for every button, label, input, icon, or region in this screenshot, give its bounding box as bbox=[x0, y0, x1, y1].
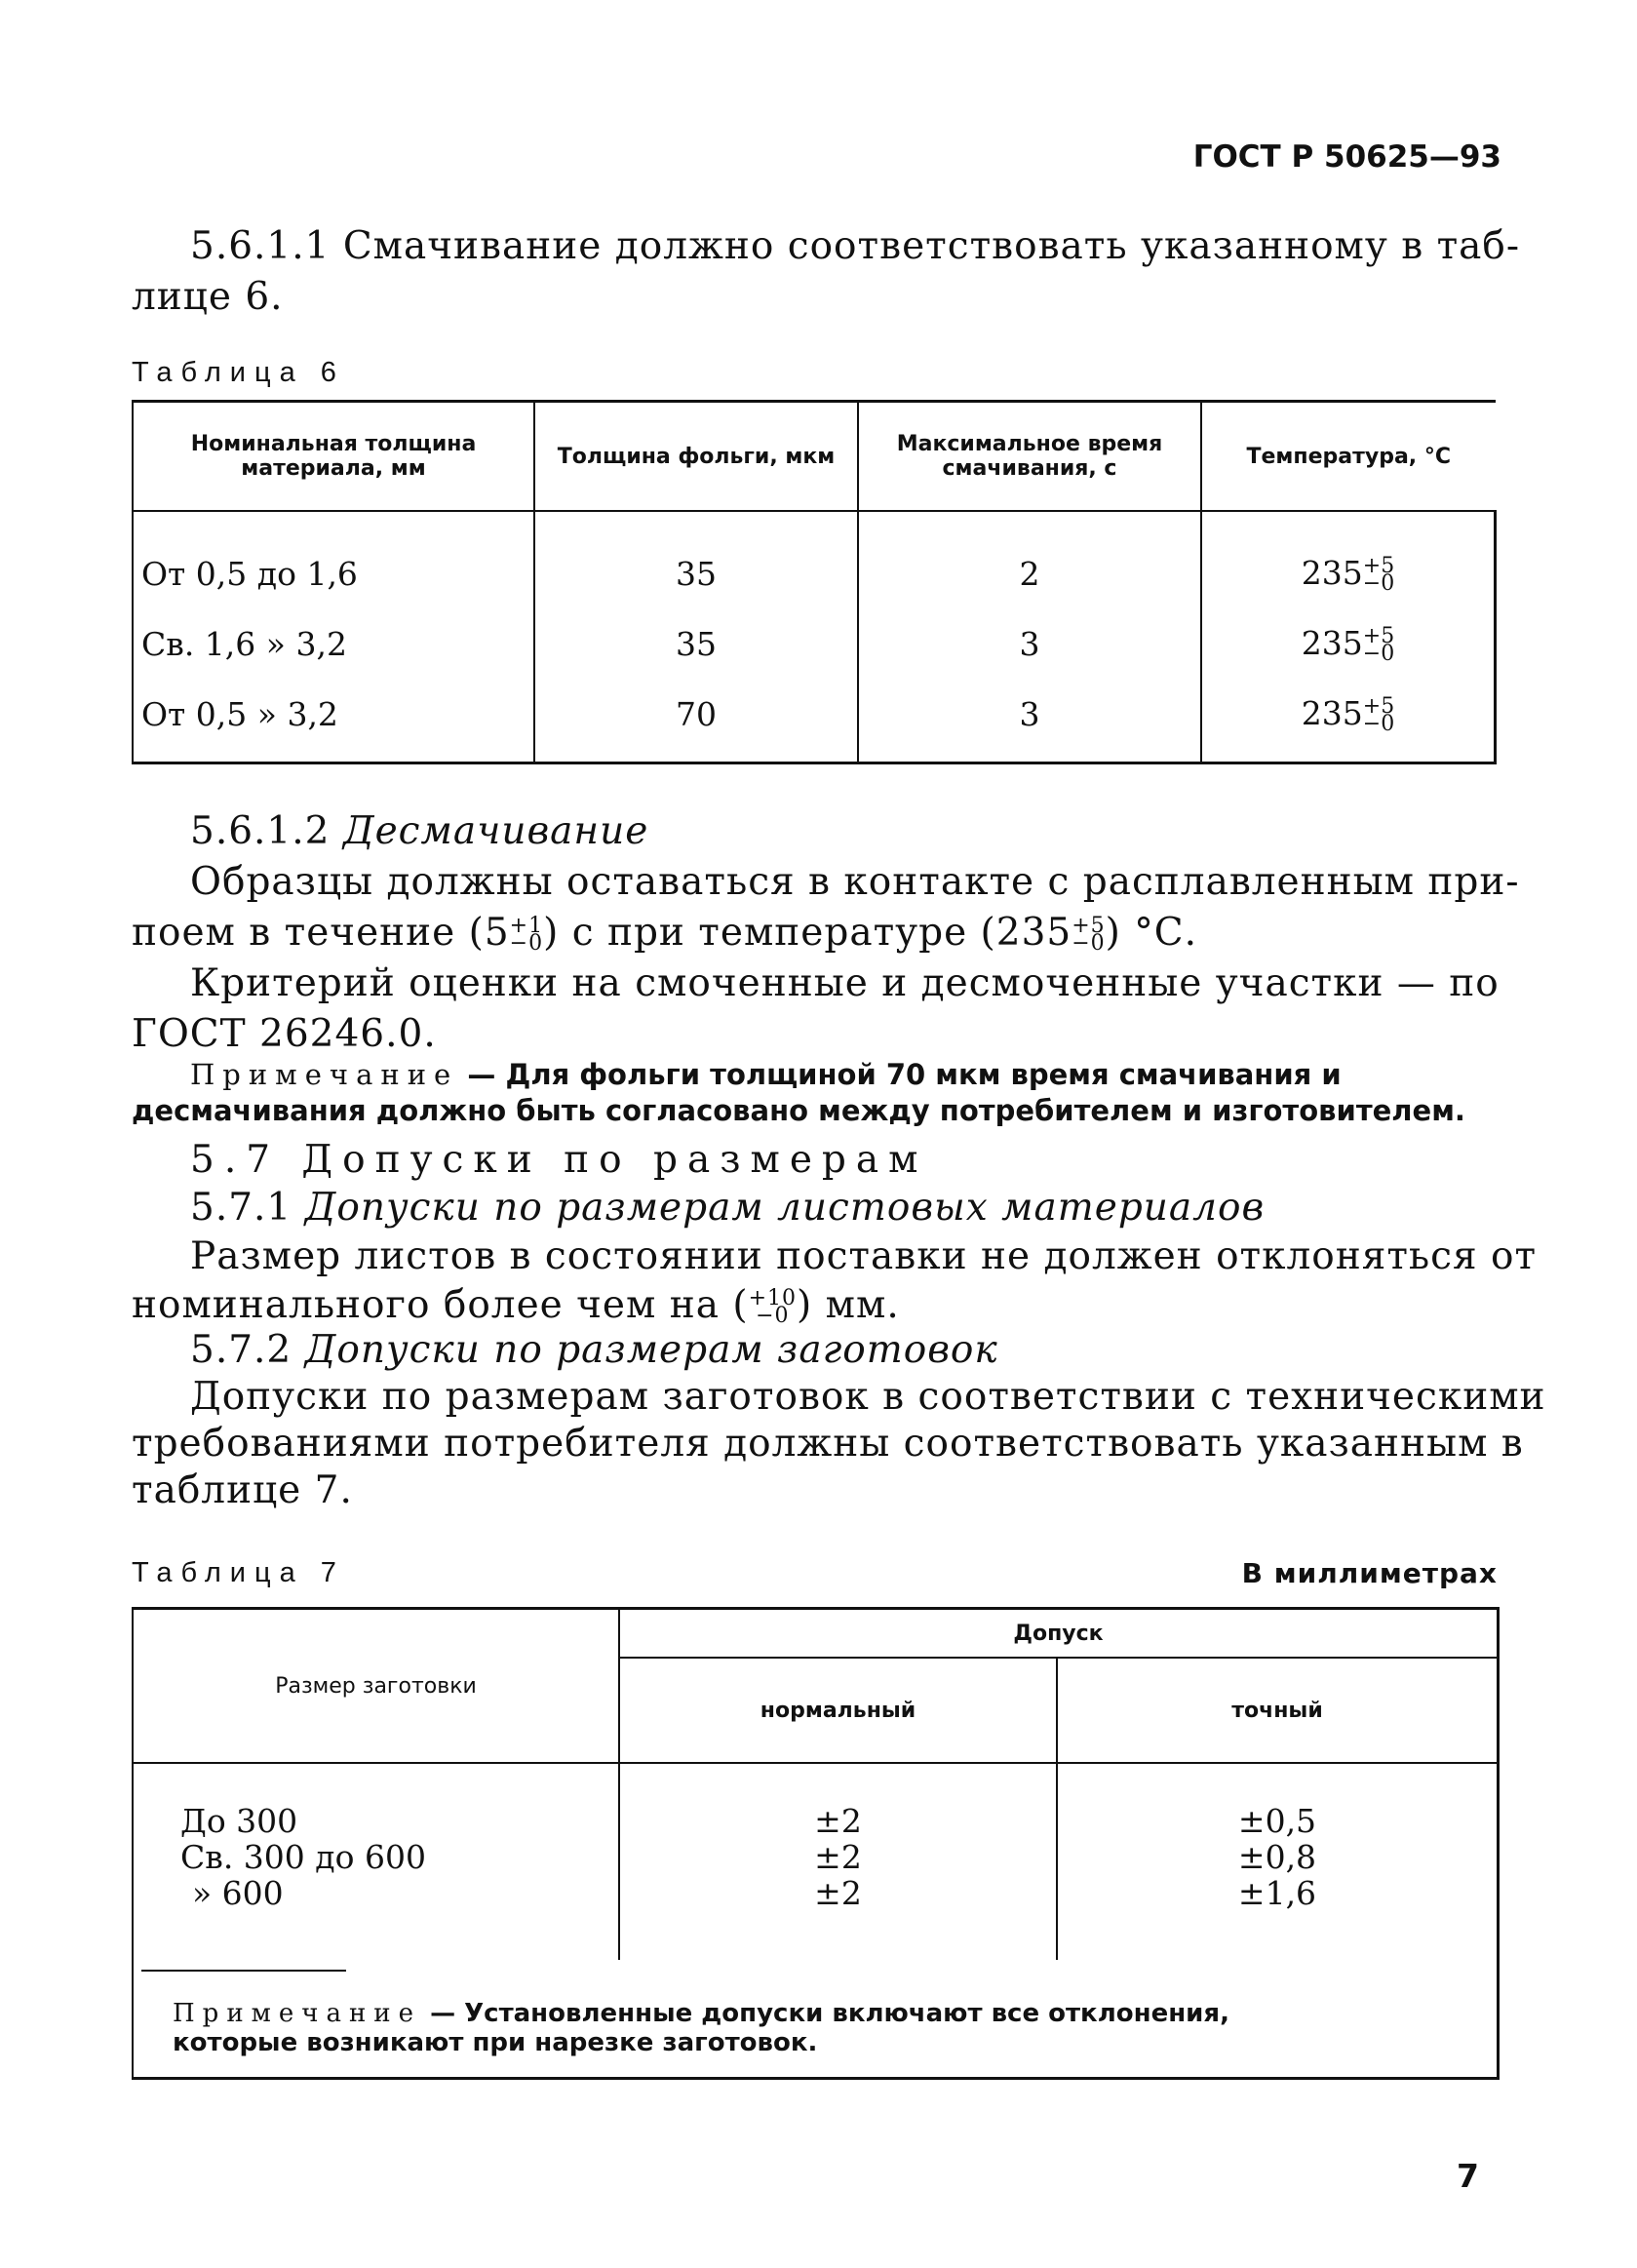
paragraph-5-6-1-2-line2 bbox=[132, 909, 1197, 958]
note-label: Примечание bbox=[173, 1999, 421, 2028]
table-row bbox=[133, 608, 1496, 679]
section-5-7-2-heading bbox=[190, 1326, 998, 1375]
section-title: Допуски по размерам листовых материалов bbox=[304, 1186, 1266, 1230]
tol-upper: +10 bbox=[748, 1286, 798, 1310]
tol-lower: −0 bbox=[1362, 642, 1395, 666]
table6-header-thickness: Номинальная толщина материала, мм bbox=[133, 402, 534, 512]
tol-lower: −0 bbox=[509, 931, 544, 956]
note-line1 bbox=[173, 1999, 1467, 2028]
temp-tolerance bbox=[1362, 694, 1395, 736]
table6-header-foil: Толщина фольги, мкм bbox=[534, 402, 858, 512]
precise-value: ±1,6 bbox=[1237, 1874, 1317, 1912]
section-5-7-heading: 5.7 Допуски по размерам bbox=[190, 1138, 928, 1182]
cell-time: 2 bbox=[858, 511, 1201, 608]
table-7 bbox=[132, 1607, 1500, 2080]
paragraph-5-6-1-2-line3: Критерий оценки на смоченные и десмоченные участки — по bbox=[190, 961, 1500, 1005]
tol-lower: −0 bbox=[1072, 931, 1106, 956]
text-segment: поем в течение (5 bbox=[132, 911, 510, 955]
size-value: » 600 bbox=[192, 1874, 284, 1912]
precise-value: ±0,5 bbox=[1237, 1802, 1317, 1840]
table7-note-row bbox=[133, 1960, 1499, 2079]
cell-thickness: Св. 1,6 » 3,2 bbox=[133, 608, 534, 679]
cell-thickness: От 0,5 » 3,2 bbox=[133, 679, 534, 763]
tol-upper: +5 bbox=[1362, 694, 1395, 719]
section-5-6-1-2-heading bbox=[190, 807, 648, 856]
paragraph-5-7-1-line1: Размер листов в состоянии поставки не должен отклоняться от bbox=[190, 1234, 1538, 1278]
cell-time: 3 bbox=[858, 608, 1201, 679]
paragraph-5-6-1-1-line1: 5.6.1.1 Смачивание должно соответствовать указанному в таб- bbox=[190, 224, 1521, 268]
table-header-row bbox=[133, 1609, 1499, 1659]
tol-upper: +1 bbox=[509, 914, 544, 938]
table-row bbox=[133, 511, 1496, 608]
section-number: 5.6.1.2 bbox=[190, 809, 331, 853]
table7-header-normal: нормальный bbox=[619, 1658, 1057, 1763]
tol-upper: +5 bbox=[1362, 624, 1395, 648]
temp-base: 235 bbox=[1301, 694, 1363, 732]
cell-thickness: От 0,5 до 1,6 bbox=[133, 511, 534, 608]
text-segment: ) °С. bbox=[1105, 911, 1197, 955]
temp-tolerance bbox=[1072, 914, 1106, 956]
paragraph-5-6-1-1-line2: лице 6. bbox=[132, 275, 284, 319]
table6-header-time: Максимальное время смачивания, с bbox=[858, 402, 1201, 512]
table6-header-temperature: Температура, °С bbox=[1201, 402, 1496, 512]
cell-sizes bbox=[133, 1763, 619, 1960]
temp-tolerance bbox=[1362, 624, 1395, 666]
section-number: 5.7.1 bbox=[190, 1186, 292, 1230]
normal-value: ±2 bbox=[814, 1802, 862, 1840]
note-divider bbox=[141, 1970, 346, 1972]
paragraph-5-6-1-2-line1: Образцы должны оставаться в контакте с расплавленным при- bbox=[190, 860, 1520, 904]
section-title: Десмачивание bbox=[342, 809, 649, 853]
table7-header-precise: точный bbox=[1057, 1658, 1499, 1763]
text-segment: ) с при температуре (235 bbox=[543, 911, 1072, 955]
table7-caption: Таблица 7 bbox=[132, 1557, 345, 1588]
precise-value: ±0,8 bbox=[1237, 1838, 1317, 1876]
cell-temperature bbox=[1201, 679, 1496, 763]
note-text: — Для фольги толщиной 70 мкм время смачивания и bbox=[467, 1058, 1342, 1091]
cell-precise bbox=[1057, 1763, 1499, 1960]
tol-lower: −0 bbox=[1362, 712, 1395, 736]
temp-tolerance bbox=[1362, 554, 1395, 596]
table6-caption: Таблица 6 bbox=[132, 357, 345, 388]
paragraph-5-7-2-line2: требованиями потребителя должны соответствовать указанным в bbox=[132, 1422, 1524, 1466]
page-number: 7 bbox=[1457, 2157, 1479, 2195]
text-segment: ) мм. bbox=[797, 1283, 900, 1327]
table7-note bbox=[133, 1960, 1499, 2079]
size-value: Св. 300 до 600 bbox=[180, 1838, 426, 1876]
cell-temperature bbox=[1201, 511, 1496, 608]
table7-header-size: Размер заготовки bbox=[133, 1609, 619, 1764]
tol-lower: −0 bbox=[1362, 571, 1395, 596]
note-text: — Установленные допуски включают все отклонения, bbox=[430, 1999, 1229, 2028]
table-row bbox=[133, 679, 1496, 763]
paragraph-5-7-2-line3: таблице 7. bbox=[132, 1468, 353, 1512]
table7-header-tolerance: Допуск bbox=[619, 1609, 1499, 1659]
table-6 bbox=[132, 400, 1497, 764]
cell-temperature bbox=[1201, 608, 1496, 679]
tol-lower: −0 bbox=[756, 1304, 790, 1328]
paragraph-5-7-1-line2 bbox=[132, 1281, 900, 1330]
tol-upper: +5 bbox=[1072, 914, 1106, 938]
paragraph-5-6-1-2-line4: ГОСТ 26246.0. bbox=[132, 1012, 437, 1056]
cell-foil: 35 bbox=[534, 608, 858, 679]
document-code: ГОСТ Р 50625—93 bbox=[1192, 139, 1501, 175]
normal-value: ±2 bbox=[814, 1874, 862, 1912]
normal-value: ±2 bbox=[814, 1838, 862, 1876]
temp-base: 235 bbox=[1301, 554, 1363, 592]
temp-base: 235 bbox=[1301, 624, 1363, 662]
note-1-line2: десмачивания должно быть согласовано между потребителем и изготовителем. bbox=[132, 1094, 1465, 1127]
paragraph-5-7-2-line1: Допуски по размерам заготовок в соответствии с техническими bbox=[190, 1375, 1546, 1419]
cell-time: 3 bbox=[858, 679, 1201, 763]
cell-foil: 70 bbox=[534, 679, 858, 763]
section-number: 5.7.2 bbox=[190, 1328, 292, 1372]
section-5-7-1-heading bbox=[190, 1184, 1265, 1232]
table7-units: В миллиметрах bbox=[1241, 1557, 1498, 1589]
note-1-line1 bbox=[190, 1056, 1342, 1093]
time-tolerance bbox=[509, 914, 544, 956]
text-segment: номинального более чем на ( bbox=[132, 1283, 749, 1327]
cell-normal bbox=[619, 1763, 1057, 1960]
size-tolerance bbox=[748, 1286, 798, 1328]
section-title: Допуски по размерам заготовок bbox=[304, 1328, 998, 1372]
table-row bbox=[133, 1763, 1499, 1960]
size-value: До 300 bbox=[180, 1802, 298, 1840]
note-label: Примечание bbox=[190, 1058, 459, 1091]
cell-foil: 35 bbox=[534, 511, 858, 608]
table-header-row bbox=[133, 402, 1496, 512]
note-line2: которые возникают при нарезке заготовок. bbox=[173, 2028, 818, 2057]
tol-upper: +5 bbox=[1362, 554, 1395, 578]
